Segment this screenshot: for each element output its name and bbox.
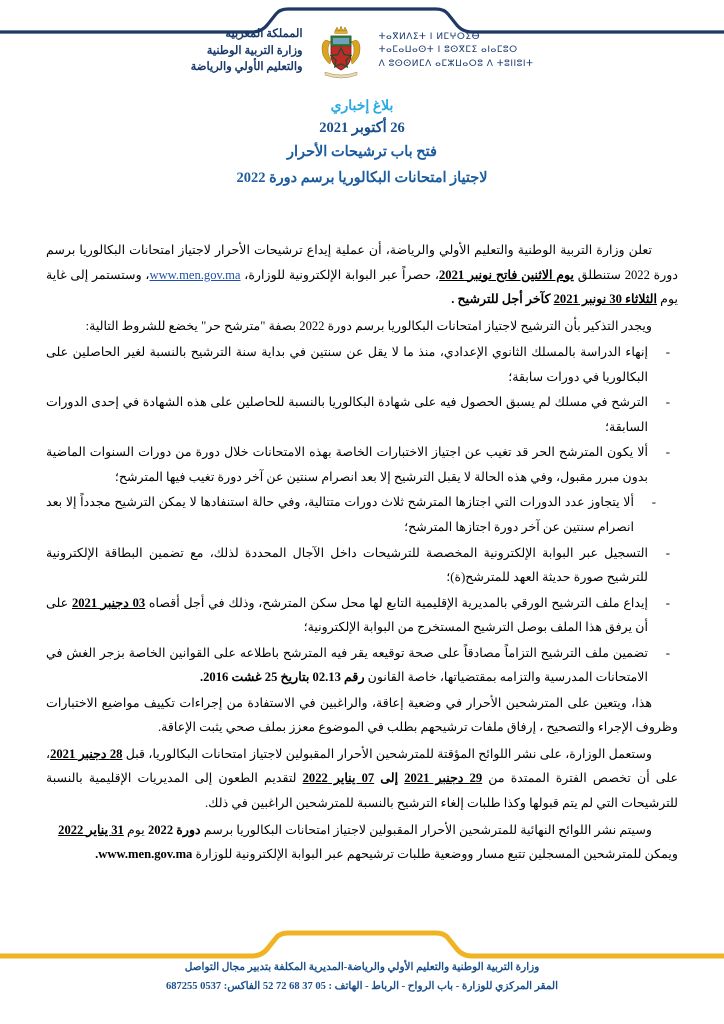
ministry-portal-link[interactable]: www.men.gov.ma [149,267,241,282]
condition-item-pledge [46,641,678,690]
header-tifinagh-block [379,31,534,70]
appeal-period-end: 07 يناير 2022 [302,771,375,786]
document-footer [0,958,724,997]
provisional-list-date: 28 دجنبر 2021 [50,746,123,761]
appeal-period-start: 29 دجنبر 2021 [404,771,483,786]
deposit-text-a: إيداع ملف الترشيح الورقي بالمديرية الإقليمية التابع لها محل سكن المترشح، وذلك في أجل أقصاه [145,595,648,610]
tracking-text-a: ويمكن للمترشحين المسجلين تتبع مسار ووضعية طلبات ترشيحهم عبر البوابة الإلكترونية للوزارة [192,847,678,862]
condition-item: - التسجيل عبر البوابة الإلكترونية المخصصة للترشيحات داخل الآجال المحددة لذلك، مع تضمين البطاقة الإلكترونية للترشيح صورة حديثة العهد للمترشح(ة)؛ [46,541,678,590]
conditions-list [46,340,678,690]
condition-item: - ألا يتجاوز عدد الدورات التي اجتازها المترشح ثلاث دورات متتالية، وفي حالة استنفادها لا يمكن الترشيح مجدداً إلا بعد انصرام سنتين عن آخر دورة اجتازها المترشح؛ [46,490,678,539]
final-text-c: يوم [123,822,148,837]
disability-paragraph: هذا، ويتعين على المترشحين الأحرار في وضعية إعاقة، والراغبين في الاستفادة من إجراءات تكييف مواضيع الاختبارات وظروف الإجراء والتصحيح ، إرفاق ملفات ترشيحهم بطلب في الموضوع معزز بملف صحي يثبت الإعاقة. [46,695,678,735]
provisional-text-g: لتقديم الطعون إلى المديريات الإقليمية بالنسبة للترشيحات التي لم يتم قبولها وكذا طلبات إلغاء الترشيح بالنسبة للمترشحين الراغبين في ذلك. [46,771,678,811]
page-title-line-2: لاجتياز امتحانات البكالوريا برسم دورة 2022 [236,169,488,186]
header-tifinagh-line-3: ⴷ ⵓⵙⵙⵍⵎⴷ ⴰⵎⵣⵡⴰⵔⵓ ⴷ ⵜⵓⵏⵏⵓⵏⵜ [378,58,534,69]
publication-date: 26 أكتوبر 2021 [319,120,405,136]
moroccan-coat-of-arms-emblem [313,22,369,80]
condition-item: - الترشح في مسلك لم يسبق الحصول فيه على شهادة البكالوريا بالنسبة للحاصلين على هذه الشهادة في إحدى الدورات السابقة؛ [46,390,678,439]
tracking-paragraph [46,842,678,867]
header-arabic-block [191,26,303,76]
session-year: دورة 2022 [147,822,201,837]
pledge-text-a: تضمين ملف الترشيح التزاماً مصادقاً على صحة توقيعه يقر فيه المترشح باطلاعه على القوانين الخاصة بزجر الغش في الامتحانات المدرسية والتزامه بمقتضياتها، خاصة القانون [46,645,648,685]
condition-item-deposit [46,591,678,640]
deposit-deadline: 03 دجنبر 2021 [71,595,146,610]
document-body [46,238,678,869]
end-date-emphasis: الثلاثاء 30 نونبر 2021 [553,292,658,307]
header-tifinagh-line-1: ⵜⴰⴳⵍⴷⵉⵜ ⵏ ⵍⵎⵖⵔⵉⴱ [378,32,481,43]
footer-department-line: وزارة التربية الوطنية والتعليم الأولي والرياضة-المديرية المكلفة بتدبير مجال التواصل [184,962,540,973]
provisional-text-c: ، على أن تخصص الفترة الممتدة من [46,746,678,786]
provisional-text-e: إلى [374,771,405,786]
final-list-date: 31 يناير 2022 [58,822,124,837]
condition-item: - ألا يكون المترشح الحر قد تغيب عن اجتياز الاختبارات الخاصة بهذه الامتحانات خلال دورة من دورات السنوات الماضية بدون مبرر مقبول، وفي هذه الحالة لا يقبل الترشيح إلا بعد انصرام سنتين عن آخر دورة تغيب فيها المترشح؛ [46,440,678,489]
intro-text-a: تعلن وزارة التربية الوطنية والتعليم الأولي والرياضة، أن عملية إيداع ترشيحات الأحرار لاجتياز امتحانات البكالوريا برسم دورة 2022 ستنطلق [46,243,678,282]
page-title-line-1: فتح باب ترشيحات الأحرار [287,144,437,161]
intro-text-d: ، وستستمر إلى غاية يوم [46,267,678,307]
news-bulletin-label: بلاغ إخباري [330,99,394,114]
document-header [0,22,724,80]
deposit-text-c: على أن يرفق هذا الملف بوصل الترشيح المستخرج من البوابة الإلكترونية؛ [46,595,648,635]
conditions-lead-paragraph: ويجدر التذكير بأن الترشيح لاجتياز امتحانات البكالوريا برسم دورة 2022 بصفة "مترشح حر" يخضع للشروط التالية: [85,318,652,333]
header-arabic-line-1: المملكة المغربية [225,27,303,40]
condition-item: - إنهاء الدراسة بالمسلك الثانوي الإعدادي، منذ ما لا يقل عن سنتين في بداية سنة الترشيح بالنسبة لغير الحاصلين على البكالوريا في دورات سابقة؛ [46,340,678,389]
title-block [0,96,724,191]
intro-paragraph [46,238,678,312]
header-arabic-line-2: وزارة التربية الوطنية [206,44,303,57]
intro-text-c: ، حصراً عبر البوابة الإلكترونية للوزارة، [240,267,439,282]
header-arabic-line-3: والتعليم الأولي والرياضة [190,61,303,74]
start-date-emphasis: يوم الاثنين فاتح نونبر 2021 [439,267,575,282]
footer-contact-line: المقر المركزي للوزارة - باب الرواح - الرباط - الهاتف : 05 37 68 72 52 الفاكس: 0537 687255 [165,981,559,993]
provisional-text-a: وستعمل الوزارة، على نشر اللوائح المؤقتة للمترشحين الأحرار المقبولين لاجتياز امتحانات البكالوريا، قبل [122,746,652,761]
law-reference: رقم 02.13 بتاريخ 25 غشت 2016. [199,670,365,685]
intro-text-f: كآخر أجل للترشيح . [451,292,554,307]
final-text-a: وسيتم نشر اللوائح النهائية للمترشحين الأحرار المقبولين لاجتياز امتحانات البكالوريا برسم [200,822,652,837]
provisional-lists-paragraph [46,742,678,816]
header-tifinagh-line-2: ⵜⴰⵎⴰⵡⴰⵙⵜ ⵏ ⵓⵙⴳⵎⵉ ⴰⵏⴰⵎⵓⵔ [378,45,518,56]
ministry-portal-url: www.men.gov.ma. [95,847,193,862]
final-lists-paragraph [46,818,678,843]
